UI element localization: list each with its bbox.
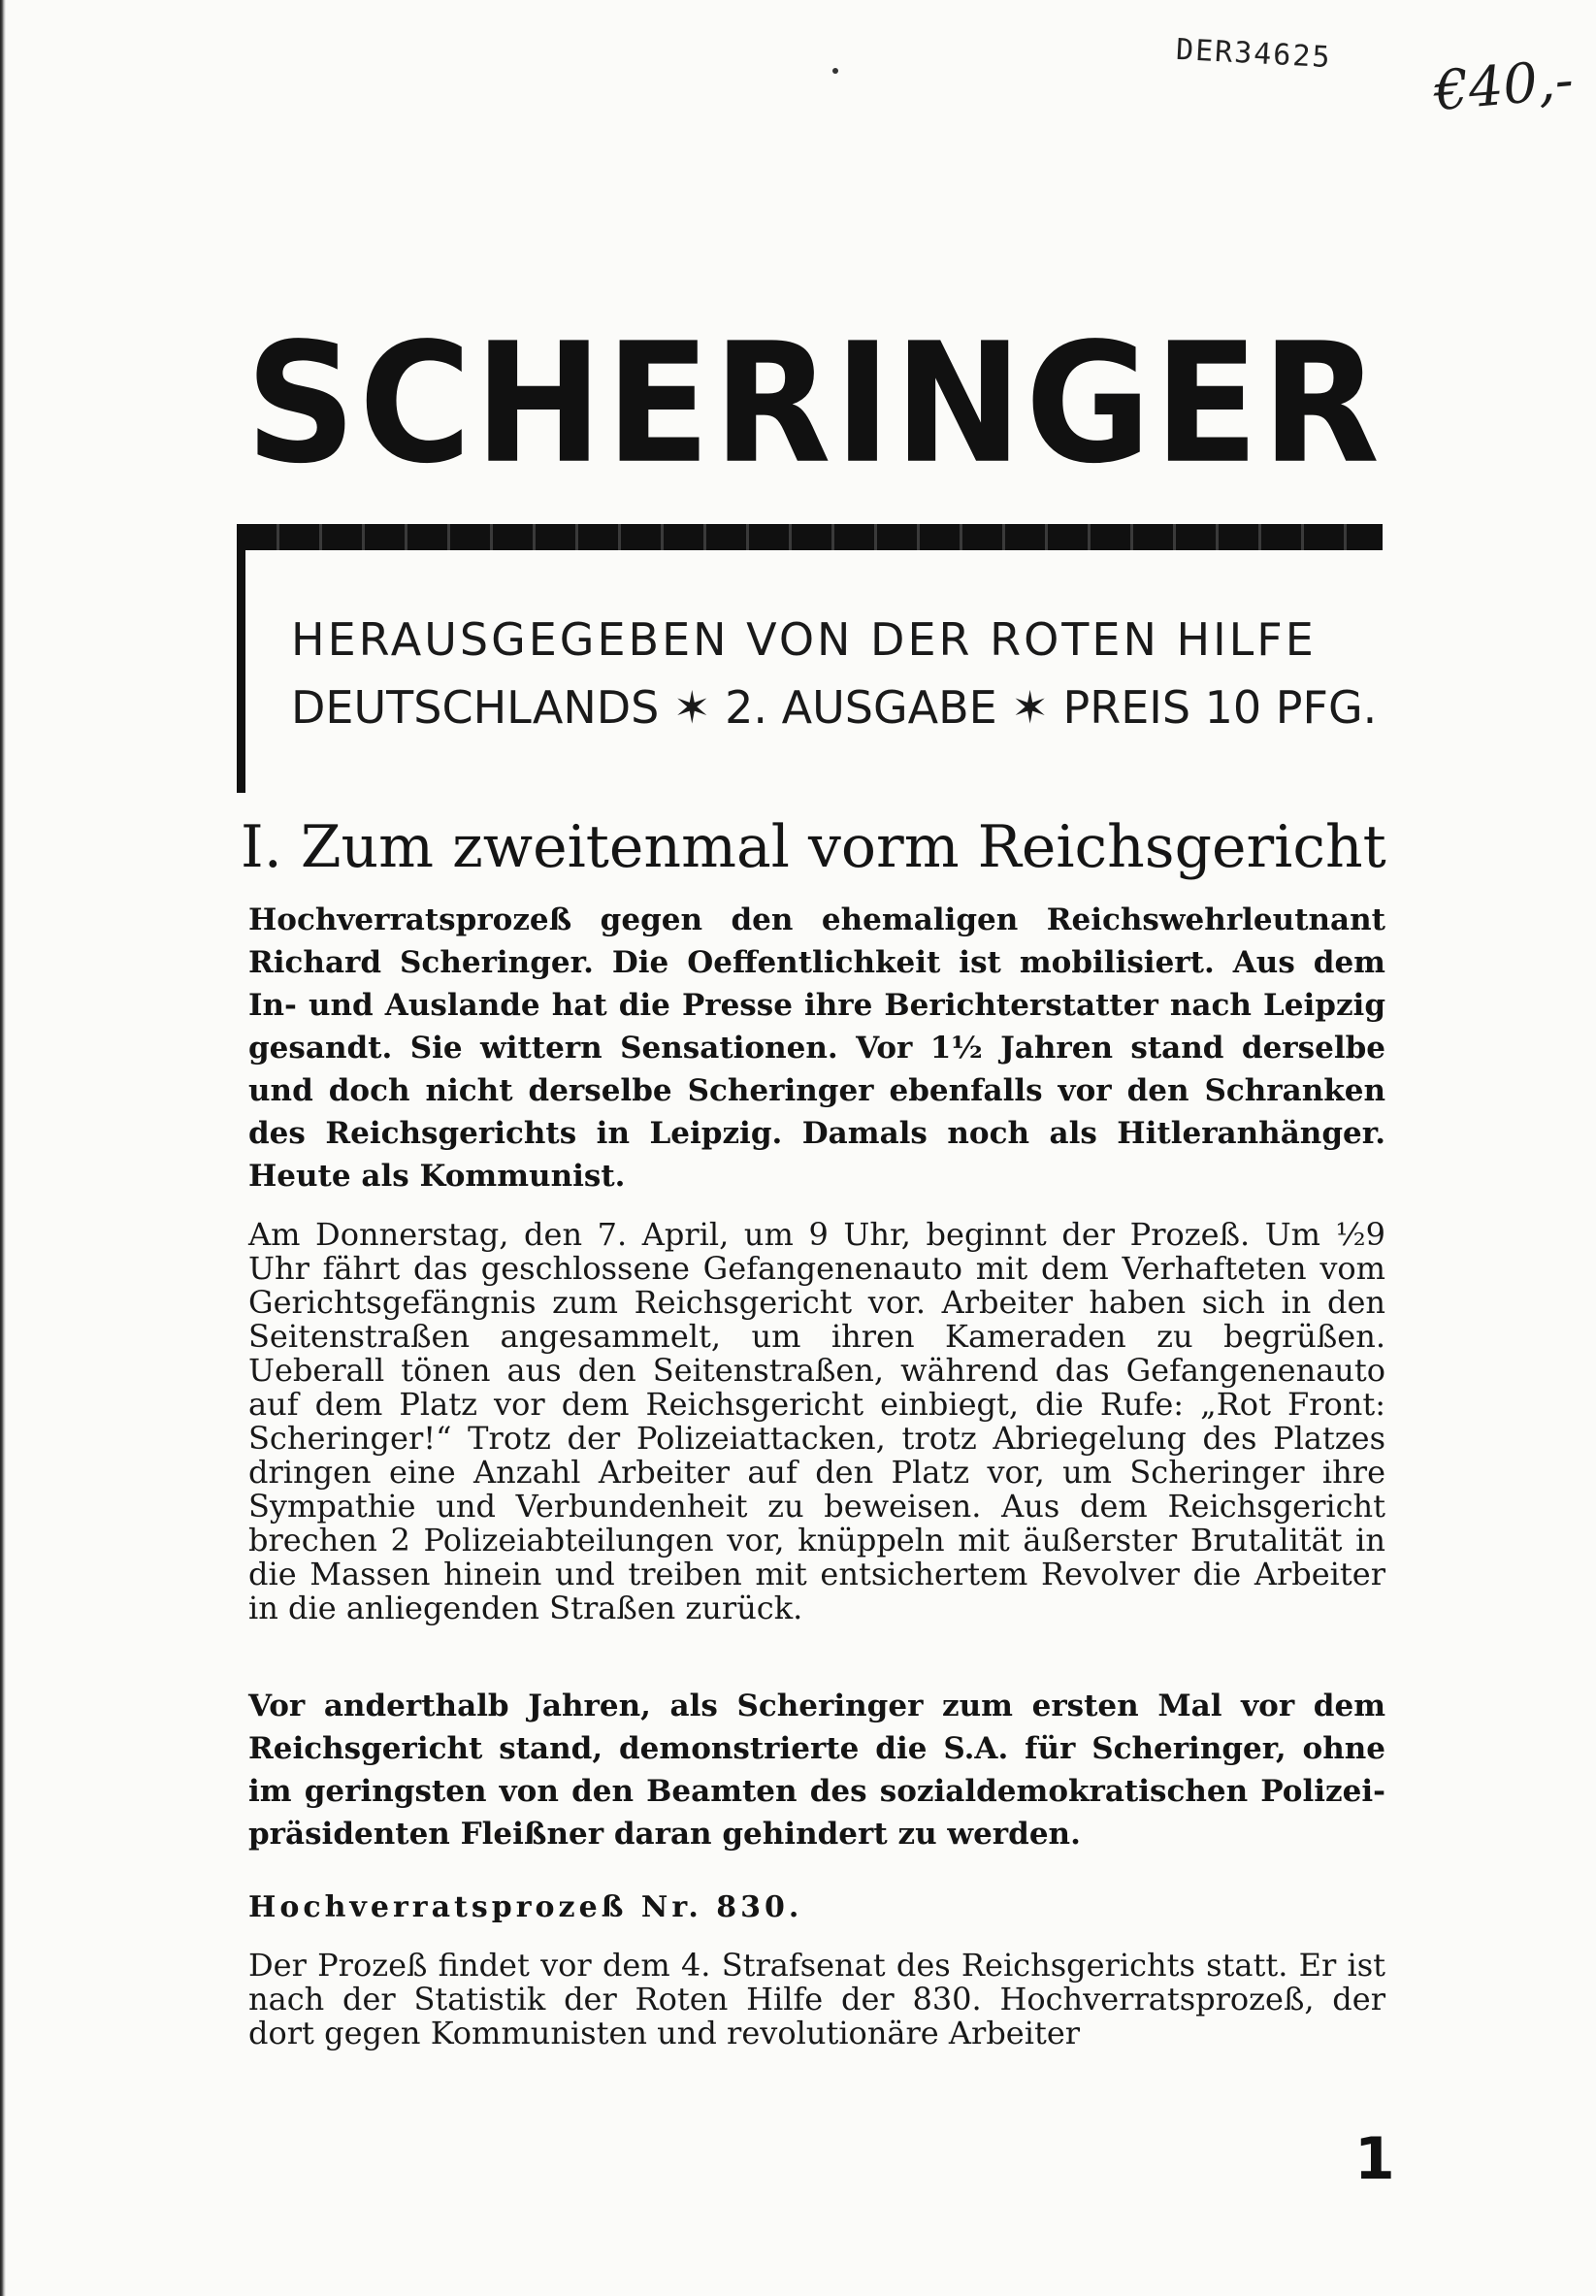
title-rule — [237, 524, 1383, 550]
body-paragraph-first-trial: Vor anderthalb Jahren, als Scheringer zum ersten Mal vor dem Reichsgericht stand, demonstrierte die S.A. für Scheringer, ohne im geringsten von den Beamten des sozialdemokratischen Polizeipräsidenten Fleißner daran gehindert zu werden. — [248, 1689, 1385, 1852]
body-paragraph-trial-day: Am Donnerstag, den 7. April, um 9 Uhr, beginnt der Prozeß. Um ½9 Uhr fährt das geschlossene Gefangenenauto mit dem Verhafteten vom Gerichtsgefängnis zum Reichsgericht vor. Arbeiter haben sich in den Seitenstraßen angesammelt, um ihren Kameraden zu begrüßen. Ueberall tönen aus den Seitenstraßen, während das Gefangenenauto auf dem Platz vor dem Reichsgericht einbiegt, die Rufe: „Rot Front: Scheringer!“ Trotz der Polizeiattacken, trotz Abriegelung des Platzes dringen eine Anzahl Arbeiter auf den Platz vor, um Scheringer ihre Sympathie und Verbundenheit zu beweisen. Aus dem Reichsgericht brechen 2 Polizeiabteilungen vor, knüppeln mit äußerster Brutalität in die Massen hinein und treiben mit entsichertem Revolver die Arbeiter in die anliegenden Straßen zurück. — [248, 1216, 1385, 1626]
publisher-bracket-bar — [237, 550, 245, 793]
price-annotation: €40,- — [1431, 48, 1577, 124]
publisher-line-1: HERAUSGEGEBEN VON DER ROTEN HILFE — [291, 613, 1317, 666]
page-number: 1 — [1354, 2125, 1395, 2193]
body-paragraph-statistics: Der Prozeß findet vor dem 4. Strafsenat des Reichsgerichts statt. Er ist nach der Statistik der Roten Hilfe der 830. Hochverratsprozeß, der dort gegen Kommunisten und revolutionäre Arbeiter — [248, 1947, 1385, 2051]
subheading-trial-number: Hochverratsprozeß Nr. 830. — [248, 1890, 803, 1924]
publisher-line-2: DEUTSCHLANDS ✶ 2. AUSGABE ✶ PREIS 10 PFG. — [291, 681, 1378, 734]
intro-paragraph: Hochverratsprozeß gegen den ehemaligen Reichswehrleutnant Richard Scheringer. Die Oeffentlichkeit ist mobilisiert. Aus dem In- und Auslande hat die Presse ihre Berichterstatter nach Leipzig gesandt. Sie wittern Sensationen. Vor 1½ Jahren stand derselbe und doch nicht derselbe Scheringer ebenfalls vor den Schranken des Reichsgerichts in Leipzig. Damals noch als Hitleranhänger. Heute als Kommunist. — [248, 902, 1385, 1194]
section-heading: I. Zum zweitenmal vorm Reichsgericht — [241, 813, 1386, 881]
scan-speck — [832, 68, 838, 74]
catalog-number-annotation: DER34625 — [1175, 32, 1333, 76]
pamphlet-title: SCHERINGER — [245, 308, 1383, 501]
